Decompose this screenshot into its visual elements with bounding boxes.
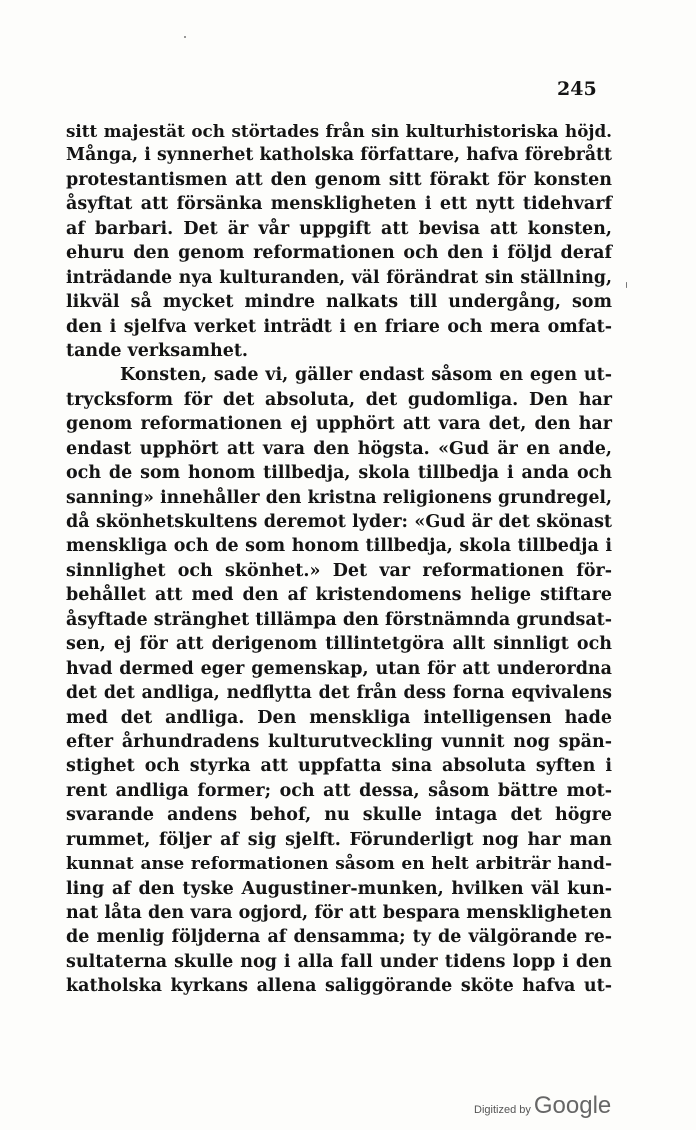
text-line: sen, ej för att derigenom tillintetgöra allt sinnligt och <box>66 634 612 655</box>
text-line: sultaterna skulle nog i alla fall under tidens lopp i den <box>66 951 612 972</box>
text-line: af barbari. Det är vår uppgift att bevisa att konsten, <box>66 218 612 239</box>
text-line: sanning» innehåller den kristna religionens grundregel, <box>66 487 612 508</box>
text-line: Många, i synnerhet katholska författare, hafva förebrått <box>66 145 612 166</box>
digitized-by-watermark <box>474 1092 611 1120</box>
text-line: likväl så mycket mindre nalkats till undergång, som <box>66 292 612 313</box>
text-line: behållet att med den af kristendomens helige stiftare <box>66 585 612 606</box>
text-line: åsyftade stränghet tillämpa den förstnämnda grundsat- <box>66 609 613 630</box>
google-logo: Google <box>533 1092 612 1119</box>
text-line: ehuru den genom reformationen och den i följd deraf <box>66 243 612 264</box>
ink-speck <box>184 36 186 38</box>
text-line: sitt majestät och störtades från sin kulturhistoriska höjd. <box>66 121 612 141</box>
ink-speck <box>626 282 627 288</box>
text-line: med det andliga. Den menskliga intelligensen hade <box>66 707 612 728</box>
paragraph-start-line: Konsten, sade vi, gäller endast såsom en egen ut- <box>120 365 612 386</box>
text-line: trycksform för det absoluta, det gudomliga. Den har <box>66 389 612 410</box>
text-line: menskliga och de som honom tillbedja, skola tillbedja i <box>66 536 612 557</box>
text-line: och de som honom tillbedja, skola tillbedja i anda och <box>66 463 612 484</box>
text-line: då skönhetskultens deremot lyder: «Gud är det skönast <box>66 512 612 532</box>
text-line: hvad dermed eger gemenskap, utan för att underordna <box>66 658 612 679</box>
text-line: nat låta den vara ogjord, för att bespara menskligheten <box>66 903 612 923</box>
text-line: inträdande nya kulturanden, väl förändrat sin ställning, <box>66 267 612 288</box>
text-line: endast upphört att vara den högsta. «Gud är en ande, <box>66 438 612 459</box>
text-line: ling af den tyske Augustiner-munken, hvilken väl kun- <box>66 878 612 899</box>
text-line: tande verksamhet. <box>66 340 248 361</box>
watermark-prefix: Digitized by <box>474 1104 531 1116</box>
text-line: den i sjelfva verket inträdt i en friare och mera omfat- <box>66 316 612 337</box>
text-line: efter århundradens kulturutveckling vunnit nog spän- <box>66 731 612 752</box>
text-line: stighet och styrka att uppfatta sina absoluta syften i <box>66 756 612 777</box>
text-line: kunnat anse reformationen såsom en helt arbiträr hand- <box>66 854 612 875</box>
page-number: 245 <box>557 78 597 100</box>
text-line: rummet, följer af sig sjelft. Förunderligt nog har man <box>66 829 612 850</box>
text-line: rent andliga former; och att dessa, såsom bättre mot- <box>66 780 612 801</box>
text-line: svarande andens behof, nu skulle intaga det högre <box>66 805 612 826</box>
text-line: de menlig följderna af densamma; ty de välgörande re- <box>66 927 612 948</box>
text-line: genom reformationen ej upphört att vara det, den har <box>66 414 612 435</box>
text-line: katholska kyrkans allena saliggörande sköte hafva ut- <box>66 976 612 997</box>
body-text <box>66 119 612 999</box>
text-line: åsyftat att försänka menskligheten i ett nytt tidehvarf <box>66 194 612 215</box>
text-line: protestantismen att den genom sitt förakt för konsten <box>66 169 612 190</box>
text-line: sinnlighet och skönhet.» Det var reformationen för- <box>66 560 612 581</box>
text-line: det det andliga, nedflytta det från dess forna eqvivalens <box>66 683 612 704</box>
